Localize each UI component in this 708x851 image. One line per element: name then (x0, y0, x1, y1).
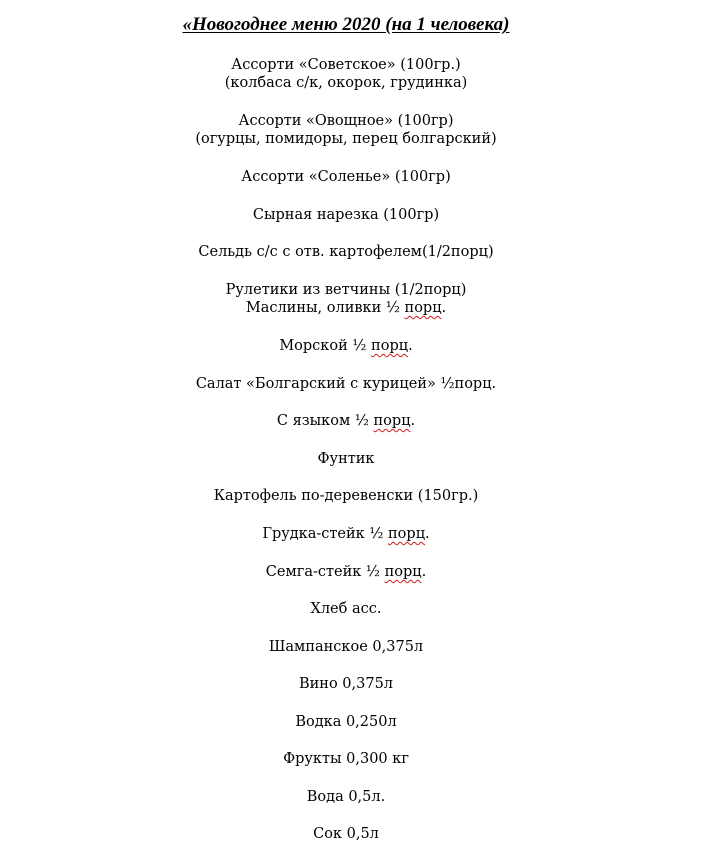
menu-item (0, 56, 692, 75)
menu-item (0, 525, 692, 544)
menu-item (0, 563, 692, 582)
menu-item (0, 243, 692, 262)
menu-item-text: Семга-стейк ½ (265, 564, 385, 580)
menu-title-text: «Новогоднее меню 2020 (на 1 человека) (182, 14, 510, 35)
menu-item-text: Водка 0,250л (295, 714, 397, 730)
menu-item-text: Хлеб асс. (310, 601, 382, 617)
menu-item (0, 206, 692, 225)
menu-item-text: Грудка-стейк ½ (262, 526, 389, 542)
menu-item (0, 375, 692, 394)
menu-item-text: Морской ½ (279, 338, 372, 354)
menu-item-tail: . (441, 300, 447, 316)
menu-item-tail: . (408, 338, 413, 354)
spellcheck-flagged-word: порц (384, 564, 422, 580)
menu-item (0, 281, 692, 300)
menu-item-text: Сельдь с/с с отв. картофелем(1/2порц) (198, 244, 494, 260)
menu-item (0, 412, 692, 431)
menu-item (0, 638, 692, 657)
menu-item (0, 450, 692, 469)
menu-item-text: Вода 0,5л. (306, 789, 386, 805)
menu-item-text: Ассорти «Овощное» (100гр) (238, 113, 454, 129)
menu-item (0, 825, 692, 844)
menu-item-tail: . (425, 526, 430, 542)
menu-item (0, 130, 692, 149)
menu-item-text: Картофель по-деревенски (150гр.) (213, 488, 479, 504)
menu-item (0, 74, 692, 93)
spellcheck-flagged-word: порц (371, 338, 409, 354)
menu-item-text: С языком ½ (276, 413, 374, 429)
menu-item-text: Ассорти «Советское» (100гр.) (231, 57, 461, 73)
menu-item (0, 788, 692, 807)
menu-item-text: Сок 0,5л (313, 826, 379, 842)
menu-item-text: (огурцы, помидоры, перец болгарский) (195, 131, 497, 147)
menu-item (0, 600, 692, 619)
menu-item-text: Вино 0,375л (298, 676, 394, 692)
menu-item-text: Ассорти «Соленье» (100гр) (241, 169, 451, 185)
menu-item (0, 112, 692, 131)
menu-item-tail: . (410, 413, 416, 429)
menu-item (0, 713, 692, 732)
menu-item (0, 299, 692, 318)
spellcheck-flagged-word: порц (388, 526, 426, 542)
menu-item-text: (колбаса с/к, окорок, грудинка) (224, 75, 468, 91)
menu-item-tail: . (421, 564, 427, 580)
menu-item-text: Сырная нарезка (100гр) (252, 207, 440, 223)
menu-item (0, 750, 692, 769)
menu-item-text: Маслины, оливки ½ (245, 300, 405, 316)
menu-item-text: Шампанское 0,375л (268, 639, 424, 655)
menu-item-text: Фрукты 0,300 кг (283, 751, 409, 767)
spellcheck-flagged-word: порц (404, 300, 442, 316)
menu-item-text: Фунтик (317, 451, 375, 467)
menu-item (0, 337, 692, 356)
menu-item (0, 168, 692, 187)
menu-item (0, 487, 692, 506)
spellcheck-flagged-word: порц (373, 413, 411, 429)
menu-item-text: Рулетики из ветчины (1/2порц) (225, 282, 467, 298)
menu-title (0, 14, 708, 36)
menu-item-text: Салат «Болгарский с курицей» ½порц. (195, 376, 497, 392)
menu-item (0, 675, 692, 694)
